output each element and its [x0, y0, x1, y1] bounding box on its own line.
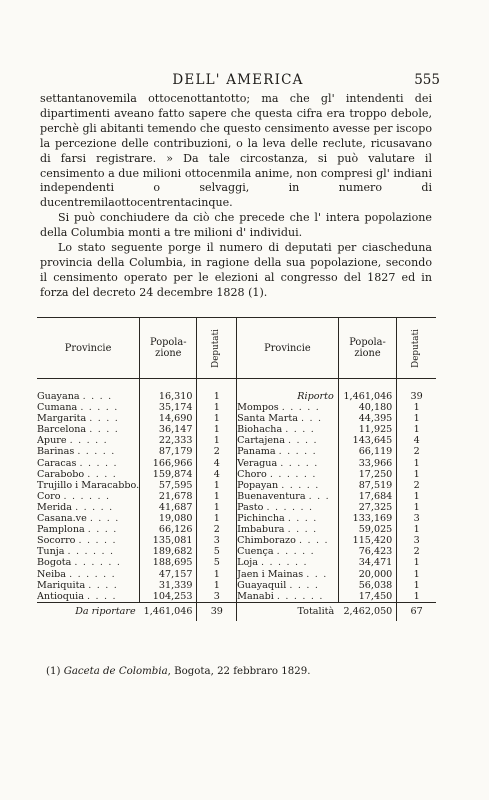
table-row: [37, 435, 436, 446]
riporto-deputies: 39: [397, 391, 436, 402]
table-row: [37, 524, 436, 535]
deputies-value: 3: [397, 513, 436, 524]
province-name: [237, 446, 339, 457]
deputies-value: 1: [197, 402, 237, 413]
province-name: [37, 413, 140, 424]
deputies-value: 1: [397, 424, 436, 435]
population-value: 20,000: [338, 569, 397, 580]
table-row: [37, 469, 436, 480]
population-value: 188,695: [140, 557, 197, 568]
province-name: [37, 469, 140, 480]
paragraph: Lo stato seguente porge il numero di deputati per ciascheduna provincia della Columbia, in ragione della sua popolazione, secondo il censimento operato per le elezioni al congresso del 1827 ed in forza del decreto 24 decembre 1828 (1).: [40, 241, 432, 299]
table-row: [37, 480, 436, 491]
leader-dots: . . . .: [89, 424, 119, 436]
province-name: [237, 513, 339, 524]
province-label: Cartajena: [237, 435, 285, 447]
leader-dots: . . . .: [287, 513, 318, 525]
province-name: [37, 391, 140, 402]
province-name: [37, 524, 140, 535]
deputies-value: 1: [197, 480, 237, 491]
deputies-value: 1: [397, 491, 436, 502]
header-population: Popola-zione: [140, 318, 197, 379]
population-value: 44,395: [338, 413, 397, 424]
leader-dots: . . . .: [285, 424, 316, 436]
population-value: 56,038: [338, 580, 397, 591]
paragraph: settantanovemila ottocenottantotto; ma che gl' intendenti dei dipartimenti aveano fatto sapere che questa cifra era troppo debole, perchè gli abitanti temendo che questo censimento avesse per iscopo la percezione delle contribuzioni, o la leva delle reclute, ricusavano di farsi registrare. » Da tale circostanza, si può valutare il censimento a due milioni ottocenmila anime, non compresi gl' indiani independenti o selvaggi, in numero di ducentremilaottocentrentacinque.: [40, 92, 432, 210]
population-value: 40,180: [338, 402, 397, 413]
table-row: [37, 546, 436, 557]
left-total-population: 1,461,046: [140, 602, 197, 621]
province-label: Imbabura: [237, 524, 285, 536]
province-name: [237, 580, 339, 591]
table-row: [37, 446, 436, 457]
province-label: Margarita: [37, 413, 87, 425]
population-value: 189,682: [140, 546, 197, 557]
population-value: 17,684: [338, 491, 397, 502]
province-name: [37, 546, 140, 557]
deputies-value: 1: [197, 424, 237, 435]
province-label: Pasto: [237, 501, 264, 513]
deputies-value: 1: [197, 391, 237, 402]
table-row: [37, 391, 436, 402]
province-name: [37, 513, 140, 524]
deputies-value: 1: [397, 413, 436, 424]
province-name: [37, 446, 140, 457]
deputies-table: [37, 317, 436, 621]
table-row: [37, 458, 436, 469]
deputies-value: 5: [197, 557, 237, 568]
province-label: Barinas: [37, 446, 75, 458]
deputies-value: 1: [397, 569, 436, 580]
population-value: 11,925: [338, 424, 397, 435]
deputies-value: 2: [397, 480, 436, 491]
table-header-row: [37, 318, 436, 379]
deputies-value: 1: [197, 502, 237, 513]
province-label: Santa Marta: [237, 413, 298, 425]
footnote: [46, 666, 310, 677]
leader-dots: . . . . . .: [266, 501, 314, 513]
province-label: Trujillo i Maracabbo.: [37, 479, 140, 491]
right-total-population: 2,462,050: [338, 602, 397, 621]
population-value: 76,423: [338, 546, 397, 557]
province-label: Chimborazo: [237, 535, 296, 547]
table-row: [37, 413, 436, 424]
leader-dots: . . . . .: [78, 535, 117, 547]
leader-dots: . . . . . .: [269, 468, 317, 480]
province-name: [37, 557, 140, 568]
population-value: 34,471: [338, 557, 397, 568]
deputies-value: 5: [197, 546, 237, 557]
deputies-value: 1: [197, 413, 237, 424]
province-name: [237, 546, 339, 557]
population-value: 14,690: [140, 413, 197, 424]
table-row: [37, 569, 436, 580]
population-value: 115,420: [338, 535, 397, 546]
leader-dots: . . . .: [87, 468, 118, 480]
population-value: 59,025: [338, 524, 397, 535]
table-body: [37, 379, 436, 603]
province-label: Choro: [237, 468, 267, 480]
leader-dots: . . . . .: [75, 501, 114, 513]
riporto-population: 1,461,046: [338, 391, 397, 402]
leader-dots: . . . .: [298, 535, 329, 547]
deputies-value: 1: [397, 524, 436, 535]
population-value: 21,678: [140, 491, 197, 502]
deputies-value: 1: [397, 502, 436, 513]
province-label: Carabobo: [37, 468, 85, 480]
province-name: [237, 458, 339, 469]
leader-dots: . . . . . .: [261, 557, 308, 569]
leader-dots: . . . . .: [69, 435, 108, 447]
province-label: Merida: [37, 501, 73, 513]
population-value: 22,333: [140, 435, 197, 446]
province-name: [37, 458, 140, 469]
province-label: Neiba: [37, 568, 67, 580]
leader-dots: . . . . .: [281, 402, 320, 414]
running-title: DELL' AMERICA: [172, 72, 304, 88]
deputies-value: 2: [397, 446, 436, 457]
population-value: 33,966: [338, 458, 397, 469]
leader-dots: . . . . .: [278, 446, 317, 458]
leader-dots: . . . .: [82, 391, 113, 402]
population-value: 87,519: [338, 480, 397, 491]
province-name: [237, 557, 339, 568]
leader-dots: . . . . .: [80, 402, 119, 414]
province-name: [237, 569, 339, 580]
deputies-value: 1: [197, 513, 237, 524]
leader-dots: . . . .: [86, 590, 117, 602]
population-value: 36,147: [140, 424, 197, 435]
leader-dots: . . . .: [89, 513, 120, 525]
table-row: [37, 580, 436, 591]
leader-dots: . . .: [301, 413, 323, 425]
deputies-value: 1: [397, 557, 436, 568]
leader-dots: . . . . .: [280, 457, 319, 469]
deputies-value: 4: [397, 435, 436, 446]
deputies-value: 1: [197, 569, 237, 580]
province-label: Pichincha: [237, 513, 285, 525]
leader-dots: . . . .: [289, 579, 320, 591]
left-total-label: Da riportare: [37, 602, 140, 621]
population-value: 57,595: [140, 480, 197, 491]
province-name: [237, 502, 339, 513]
table-row: [37, 513, 436, 524]
footnote-mark: (1): [46, 666, 61, 677]
province-label: Manabi: [237, 590, 274, 602]
province-name: [37, 535, 140, 546]
header-population-right: Popola-zione: [338, 318, 397, 379]
right-total-label: Totalità: [237, 602, 339, 621]
leader-dots: . . . .: [88, 579, 118, 591]
population-value: 27,325: [338, 502, 397, 513]
province-label: Popayan: [237, 479, 279, 491]
province-name: [37, 480, 140, 491]
footnote-rest: , Bogota, 22 febbraro 1829.: [167, 666, 311, 677]
population-value: 16,310: [140, 391, 197, 402]
province-name: [237, 535, 339, 546]
population-value: 19,080: [140, 513, 197, 524]
province-label: Casana.ve: [37, 513, 87, 525]
province-label: Tunja: [37, 546, 65, 558]
table-row: [37, 502, 436, 513]
province-name: [237, 413, 339, 424]
page-header: [40, 72, 440, 90]
leader-dots: . . . . .: [79, 457, 118, 469]
leader-dots: . . . . . .: [63, 490, 111, 502]
province-name: [237, 469, 339, 480]
population-value: 166,966: [140, 458, 197, 469]
deputies-value: 1: [197, 435, 237, 446]
province-name: [37, 591, 140, 603]
province-label: Antioquia: [37, 590, 84, 602]
deputies-value: 3: [197, 591, 237, 603]
province-name: [37, 424, 140, 435]
leader-dots: . . . . . .: [74, 557, 122, 569]
population-value: 31,339: [140, 580, 197, 591]
right-total-deputies: 67: [397, 602, 436, 621]
deputies-value: 1: [397, 591, 436, 603]
province-label: Mariquita: [37, 579, 86, 591]
population-value: 87,179: [140, 446, 197, 457]
leader-dots: . . . . . .: [67, 546, 115, 558]
header-province-right: Provincie: [237, 318, 339, 379]
deputies-value: 1: [397, 458, 436, 469]
page-number: 555: [414, 72, 440, 88]
province-label: Loja: [237, 557, 258, 569]
table-row: [37, 557, 436, 568]
header-deputies: Deputati: [197, 318, 237, 379]
province-name: [237, 591, 339, 603]
deputies-value: 4: [197, 469, 237, 480]
province-label: Barcelona: [37, 424, 87, 436]
leader-dots: . . . . .: [281, 479, 320, 491]
province-name: [37, 569, 140, 580]
leader-dots: . . .: [308, 490, 330, 502]
deputies-value: 1: [397, 402, 436, 413]
table-row: [37, 491, 436, 502]
province-label: Buenaventura: [237, 490, 306, 502]
population-value: 17,250: [338, 469, 397, 480]
population-value: 41,687: [140, 502, 197, 513]
province-label: Guayana: [37, 391, 80, 402]
province-label: Coro: [37, 490, 61, 502]
deputies-value: 1: [197, 580, 237, 591]
population-value: 17,450: [338, 591, 397, 603]
leader-dots: . . . .: [87, 524, 118, 536]
deputies-value: 1: [397, 580, 436, 591]
totals-row: [37, 602, 436, 621]
table-row: [37, 402, 436, 413]
province-name: [237, 424, 339, 435]
population-value: 133,169: [338, 513, 397, 524]
province-name: [237, 480, 339, 491]
province-label: Veragua: [237, 457, 278, 469]
table-row: [37, 424, 436, 435]
province-label: Caracas: [37, 457, 77, 469]
deputies-value: 4: [197, 458, 237, 469]
deputies-value: 2: [197, 524, 237, 535]
leader-dots: . . . . . .: [69, 568, 116, 580]
province-name: [37, 402, 140, 413]
table-row: [37, 591, 436, 603]
deputies-value: 1: [197, 491, 237, 502]
province-name: [237, 402, 339, 413]
population-value: 47,157: [140, 569, 197, 580]
deputies-value: 2: [397, 546, 436, 557]
leader-dots: . . . . .: [77, 446, 116, 458]
body-text: [40, 92, 432, 301]
province-label: Guayaquil: [237, 579, 287, 591]
header-deputies-right: Deputati: [397, 318, 436, 379]
deputies-value: 1: [397, 469, 436, 480]
province-name: [37, 580, 140, 591]
leader-dots: . . .: [306, 568, 328, 580]
leader-dots: . . . .: [287, 435, 318, 447]
population-value: 66,126: [140, 524, 197, 535]
population-value: 66,119: [338, 446, 397, 457]
province-label: Cuença: [237, 546, 274, 558]
header-province: Provincie: [37, 318, 140, 379]
province-label: Pamplona: [37, 524, 85, 536]
population-value: 135,081: [140, 535, 197, 546]
province-label: Apure: [37, 435, 67, 447]
province-label: Jaen i Mainas: [237, 568, 304, 580]
province-name: [37, 502, 140, 513]
province-label: Mompos: [237, 402, 279, 414]
population-value: 159,874: [140, 469, 197, 480]
deputies-value: 3: [197, 535, 237, 546]
population-value: 35,174: [140, 402, 197, 413]
province-name: [237, 491, 339, 502]
riporto-label: Riporto: [237, 391, 339, 402]
population-value: 143,645: [338, 435, 397, 446]
province-label: Cumana: [37, 402, 78, 414]
paragraph: Si può conchiudere da ciò che precede che l' intera popolazione della Columbia monti a tre milioni d' individui.: [40, 211, 432, 240]
deputies-value: 2: [197, 446, 237, 457]
province-label: Biohacha: [237, 424, 283, 436]
left-total-deputies: 39: [197, 602, 237, 621]
province-name: [237, 524, 339, 535]
leader-dots: . . . .: [89, 413, 120, 425]
province-name: [37, 491, 140, 502]
deputies-value: 3: [397, 535, 436, 546]
table-row: [37, 535, 436, 546]
leader-dots: . . . . .: [276, 546, 315, 558]
leader-dots: . . . . . .: [276, 590, 324, 602]
footnote-source: Gaceta de Colombia: [63, 666, 168, 677]
province-label: Socorro: [37, 535, 76, 547]
province-label: Bogota: [37, 557, 72, 569]
population-value: 104,253: [140, 591, 197, 603]
leader-dots: . . . .: [287, 524, 318, 536]
province-name: [37, 435, 140, 446]
province-label: Panama: [237, 446, 276, 458]
province-name: [237, 435, 339, 446]
